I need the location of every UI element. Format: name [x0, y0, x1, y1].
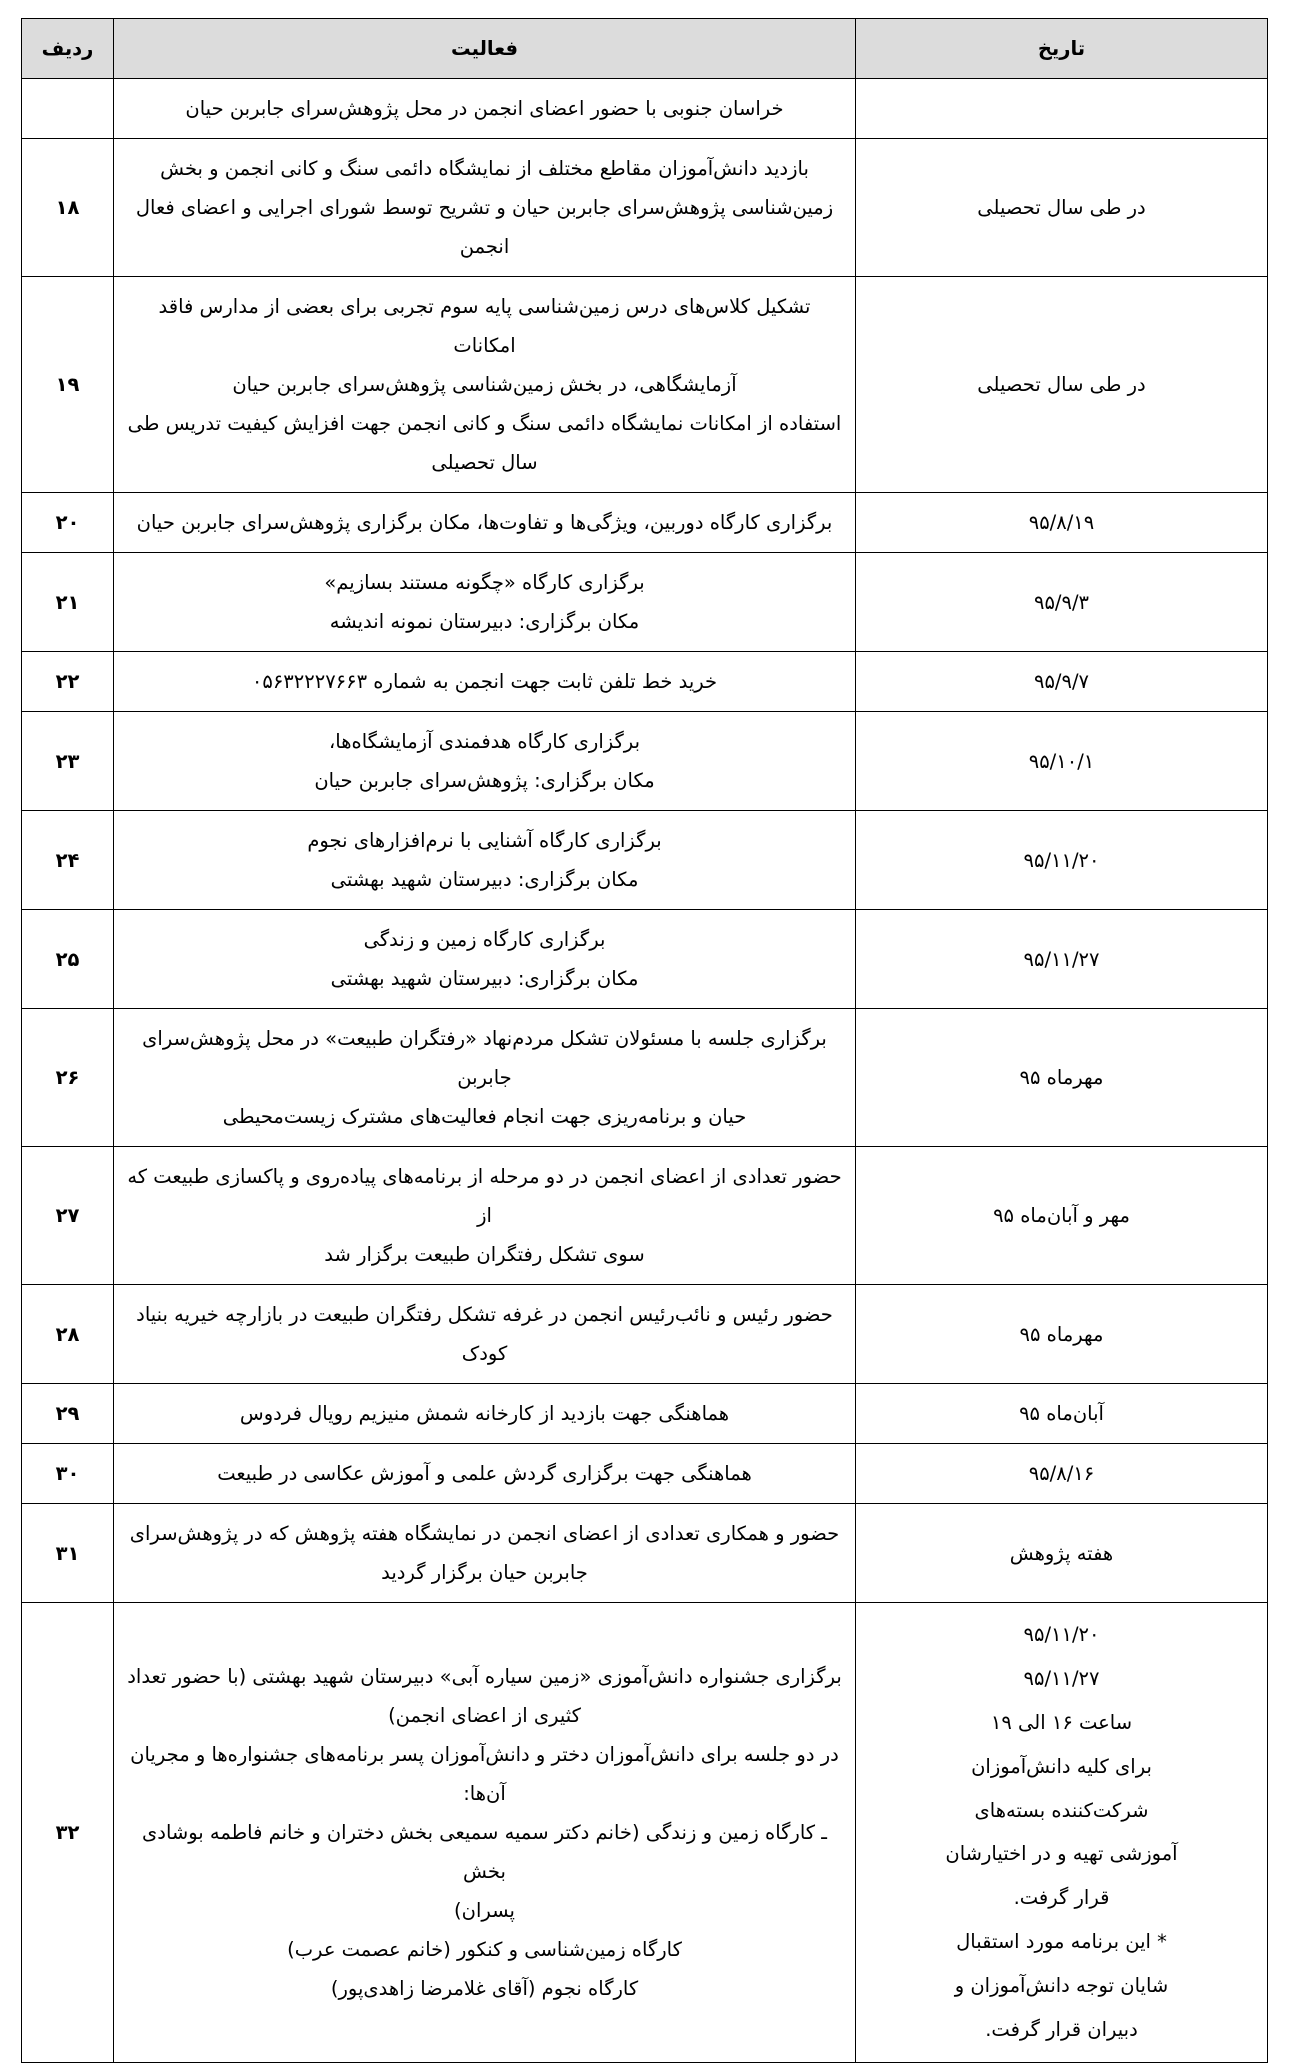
activity-line: خرید خط تلفن ثابت جهت انجمن به شماره ۰۵۶۳۲۲۲۷۶۶۳ [251, 670, 718, 693]
cell-date [856, 139, 1268, 277]
date-line: آموزشی تهیه و در اختیارشان [945, 1842, 1178, 1866]
date-line: در طی سال تحصیلی [977, 373, 1146, 396]
date-line: در طی سال تحصیلی [977, 196, 1146, 219]
activity-line: سوی تشکل رفتگران طبیعت برگزار شد [324, 1243, 645, 1266]
activity-line: برگزاری جلسه با مسئولان تشکل مردم‌نهاد «رفتگران طبیعت» در محل پژوهش‌سرای جابربن [142, 1027, 827, 1089]
cell-date [856, 493, 1268, 553]
activity-line: سال تحصیلی [431, 451, 538, 474]
date-line: آبان‌ماه ۹۵ [1019, 1402, 1104, 1425]
activity-line: زمین‌شناسی پژوهش‌سرای جابربن حیان و تشریح توسط شورای اجرایی و اعضای فعال انجمن [135, 196, 834, 258]
cell-activity [114, 652, 856, 712]
activity-line: خراسان جنوبی با حضور اعضای انجمن در محل پژوهش‌سرای جابربن حیان [185, 97, 784, 120]
cell-row-number: ۲۲ [22, 652, 114, 712]
table-row [22, 1009, 1268, 1147]
activity-line: برگزاری کارگاه هدفمندی آزمایشگاه‌ها، [329, 730, 640, 753]
table-row [22, 139, 1268, 277]
table-row [22, 811, 1268, 910]
activity-line: آزمایشگاهی، در بخش زمین‌شناسی پژوهش‌سرای جابربن حیان [232, 373, 737, 396]
table-row [22, 1444, 1268, 1504]
cell-row-number: ۲۹ [22, 1384, 114, 1444]
cell-row-number: ۲۰ [22, 493, 114, 553]
activity-line: حضور تعدادی از اعضای انجمن در دو مرحله از برنامه‌های پیاده‌روی و پاکسازی طبیعت که از [127, 1165, 842, 1227]
cell-row-number: ۳۰ [22, 1444, 114, 1504]
cell-activity [114, 553, 856, 652]
activity-line: برگزاری کارگاه زمین و زندگی [363, 928, 606, 951]
cell-activity [114, 1147, 856, 1285]
cell-date [856, 553, 1268, 652]
activity-line: مکان برگزاری: دبیرستان شهید بهشتی [330, 868, 639, 891]
cell-date [856, 652, 1268, 712]
date-line: مهرماه ۹۵ [1019, 1322, 1104, 1346]
date-line: ساعت ۱۶ الی ۱۹ [990, 1710, 1133, 1734]
table-header-row [22, 19, 1268, 79]
cell-date [856, 1285, 1268, 1384]
cell-row-number: ۲۳ [22, 712, 114, 811]
cell-activity [114, 139, 856, 277]
activity-line: مکان برگزاری: دبیرستان نمونه اندیشه [329, 610, 640, 633]
table-row [22, 1285, 1268, 1384]
activity-line: کارگاه نجوم (آقای غلامرضا زاهدی‌پور) [330, 1976, 639, 2000]
cell-row-number: ۲۵ [22, 910, 114, 1009]
activity-line: کودک [461, 1342, 508, 1365]
activity-table [21, 18, 1268, 2063]
activity-line: هماهنگی جهت برگزاری گردش علمی و آموزش عکاسی در طبیعت [217, 1462, 752, 1485]
table-row [22, 553, 1268, 652]
activity-line: در دو جلسه برای دانش‌آموزان دختر و دانش‌آموزان پسر برنامه‌های جشنواره‌ها و مجریان آن‌ها: [130, 1742, 839, 1805]
table-row [22, 1504, 1268, 1603]
activity-line: جابربن حیان برگزار گردید [381, 1561, 588, 1584]
date-line: * این برنامه مورد استقبال [956, 1930, 1167, 1954]
activity-line: بازدید دانش‌آموزان مقاطع مختلف از نمایشگاه دائمی سنگ و کانی انجمن و بخش [160, 157, 809, 180]
cell-activity [114, 1504, 856, 1603]
date-line: ۹۵/۱۰/۱ [1028, 749, 1095, 773]
cell-date [856, 1009, 1268, 1147]
cell-row-number: ۲۶ [22, 1009, 114, 1147]
activity-line: ـ کارگاه زمین و زندگی (خانم دکتر سمیه سمیعی بخش دختران و خانم فاطمه بوشادی بخش [142, 1820, 827, 1883]
table-row [22, 493, 1268, 553]
date-line: مهرماه ۹۵ [1019, 1066, 1104, 1089]
cell-activity [114, 910, 856, 1009]
table-row [22, 79, 1268, 139]
activity-line: پسران) [454, 1898, 515, 1922]
activity-line: کارگاه زمین‌شناسی و کنکور (خانم عصمت عرب) [287, 1937, 682, 1961]
table-row [22, 712, 1268, 811]
table-row [22, 652, 1268, 712]
column-header-row-number: ردیف [22, 19, 114, 79]
cell-date [856, 277, 1268, 493]
activity-line: حضور و همکاری تعدادی از اعضای انجمن در نمایشگاه هفته پژوهش که در پژوهش‌سرای [129, 1522, 840, 1545]
activity-line: برگزاری کارگاه «چگونه مستند بسازیم» [324, 571, 645, 594]
cell-activity [114, 493, 856, 553]
activity-line: هماهنگی جهت بازدید از کارخانه شمش منیزیم رویال فردوس [239, 1402, 730, 1425]
cell-row-number: ۳۲ [22, 1603, 114, 2063]
cell-activity [114, 277, 856, 493]
cell-row-number [22, 79, 114, 139]
date-line: شرکت‌کننده بسته‌های [974, 1798, 1149, 1822]
activity-line: برگزاری کارگاه دوربین، ویژگی‌ها و تفاوت‌ها، مکان برگزاری پژوهش‌سرای جابربن حیان [136, 511, 833, 534]
activity-line: کثیری از اعضای انجمن) [388, 1703, 581, 1727]
table-row [22, 277, 1268, 493]
cell-date [856, 910, 1268, 1009]
date-line: ۹۵/۱۱/۲۷ [1023, 1666, 1100, 1690]
cell-row-number: ۲۸ [22, 1285, 114, 1384]
date-line: برای کلیه دانش‌آموزان [971, 1754, 1152, 1778]
cell-date [856, 1147, 1268, 1285]
activity-line: حضور رئیس و نائب‌رئیس انجمن در غرفه تشکل رفتگران طبیعت در بازارچه خیریه بنیاد [136, 1303, 833, 1326]
cell-activity [114, 1384, 856, 1444]
cell-row-number: ۲۴ [22, 811, 114, 910]
date-line: ۹۵/۱۱/۲۰ [1023, 848, 1100, 872]
date-line: ۹۵/۸/۱۶ [1028, 1462, 1095, 1485]
cell-row-number: ۱۹ [22, 277, 114, 493]
table-body [22, 79, 1268, 2063]
table-row [22, 910, 1268, 1009]
cell-activity [114, 1285, 856, 1384]
column-header-activity: فعالیت [114, 19, 856, 79]
cell-activity [114, 811, 856, 910]
cell-date [856, 1504, 1268, 1603]
cell-activity [114, 712, 856, 811]
activity-line: حیان و برنامه‌ریزی جهت انجام فعالیت‌های مشترک زیست‌محیطی [222, 1105, 747, 1128]
activity-line: مکان برگزاری: پژوهش‌سرای جابربن حیان [314, 769, 655, 792]
cell-row-number: ۲۱ [22, 553, 114, 652]
cell-row-number: ۳۱ [22, 1504, 114, 1603]
cell-date [856, 1384, 1268, 1444]
date-line: ۹۵/۸/۱۹ [1028, 511, 1095, 534]
date-line: هفته پژوهش [1009, 1541, 1114, 1565]
cell-activity [114, 1444, 856, 1504]
cell-activity [114, 1603, 856, 2063]
activity-line: برگزاری کارگاه آشنایی با نرم‌افزارهای نجوم [307, 829, 662, 852]
cell-date [856, 1444, 1268, 1504]
cell-date [856, 1603, 1268, 2063]
date-line: مهر و آبان‌ماه ۹۵ [993, 1204, 1130, 1227]
date-line: ۹۵/۱۱/۲۷ [1023, 947, 1100, 971]
date-line: قرار گرفت. [1013, 1886, 1110, 1910]
cell-date [856, 811, 1268, 910]
date-line: شایان توجه دانش‌آموزان و [954, 1974, 1169, 1997]
cell-date [856, 712, 1268, 811]
date-line: ۹۵/۹/۳ [1033, 590, 1090, 614]
date-line: دبیران قرار گرفت. [985, 2017, 1138, 2041]
cell-row-number: ۱۸ [22, 139, 114, 277]
table-row [22, 1603, 1268, 2063]
cell-activity [114, 79, 856, 139]
column-header-date: تاریخ [856, 19, 1268, 79]
table-row [22, 1147, 1268, 1285]
table-row [22, 1384, 1268, 1444]
date-line: ۹۵/۹/۷ [1033, 670, 1090, 693]
cell-activity [114, 1009, 856, 1147]
cell-date [856, 79, 1268, 139]
activity-line: مکان برگزاری: دبیرستان شهید بهشتی [330, 967, 639, 990]
activity-line: استفاده از امکانات نمایشگاه دائمی سنگ و کانی انجمن جهت افزایش کیفیت تدریس طی [127, 412, 842, 435]
activity-line: تشکیل کلاس‌های درس زمین‌شناسی پایه سوم تجربی برای بعضی از مدارس فاقد امکانات [158, 295, 811, 357]
cell-row-number: ۲۷ [22, 1147, 114, 1285]
activity-line: برگزاری جشنواره دانش‌آموزی «زمین سیاره آبی» دبیرستان شهید بهشتی (با حضور تعداد [127, 1664, 842, 1688]
table-header [22, 19, 1268, 79]
date-line: ۹۵/۱۱/۲۰ [1023, 1623, 1100, 1646]
